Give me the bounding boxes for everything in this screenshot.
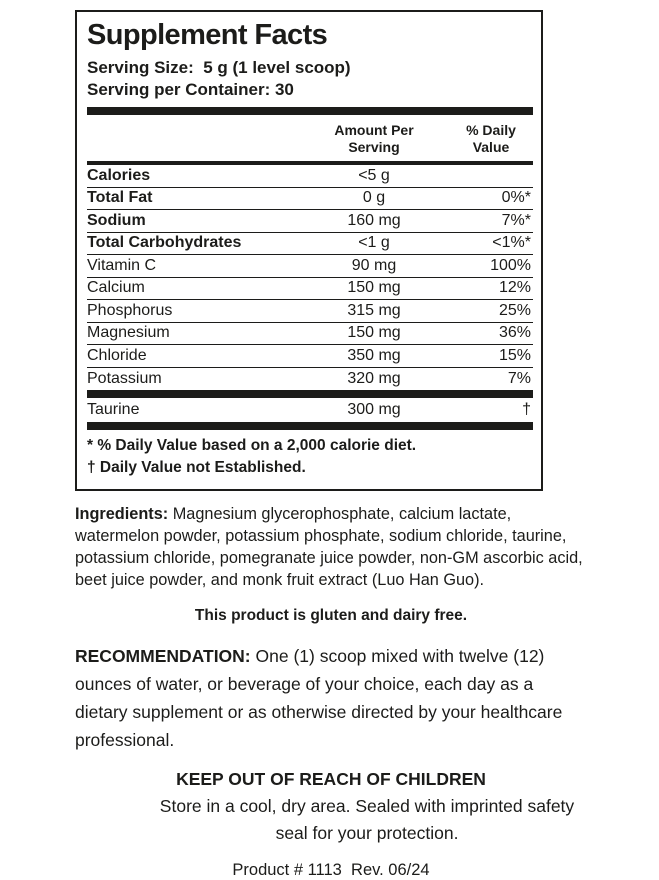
table-row-vitamin-c [87, 255, 533, 278]
nutrient-amount: 350 mg [347, 346, 401, 364]
recommendation-paragraph [75, 642, 589, 754]
nutrient-dv: 100% [490, 256, 531, 274]
nutrient-amount: 160 mg [347, 211, 401, 229]
table-row-phosphorus [87, 300, 533, 323]
divider-thick-bottom [87, 422, 533, 430]
nutrient-name: Potassium [87, 369, 162, 387]
column-header-amount-line1: Amount Per [334, 122, 414, 138]
serving-size: Serving Size: 5 g (1 level scoop) [87, 58, 351, 77]
ingredients-text: Magnesium glycerophosphate, calcium lactate, watermelon powder, potassium phosphate, sodium chloride, taurine, potassium chloride, pomegranate juice powder, non-GM ascorbic acid, beet juice powder, and monk fruit extract (Luo Han Guo). [75, 505, 583, 589]
ingredients-paragraph [75, 503, 587, 591]
nutrient-name: Taurine [87, 401, 140, 418]
column-header-dv-line1: % Daily [466, 122, 516, 138]
recommendation-text: One (1) scoop mixed with twelve (12) ounces of water, or beverage of your choice, each day as a dietary supplement or as otherwise directed by your healthcare professional. [75, 646, 563, 750]
nutrient-dv: 7%* [501, 211, 531, 229]
nutrient-dv: 0%* [501, 189, 531, 207]
nutrient-name: Vitamin C [87, 256, 157, 274]
nutrient-name: Magnesium [87, 324, 170, 342]
table-row-total-fat [87, 188, 533, 211]
footnote-daily-value: * % Daily Value based on a 2,000 calorie diet. [87, 437, 417, 454]
nutrient-dv: <1%* [492, 234, 531, 252]
nutrient-amount: 0 g [362, 189, 386, 207]
nutrient-amount: 90 mg [351, 256, 397, 274]
nutrient-name: Phosphorus [87, 301, 173, 319]
column-headers [87, 115, 533, 161]
panel-title: Supplement Facts [87, 19, 328, 51]
storage-instructions: Store in a cool, dry area. Sealed with imprinted safety seal for your protection. [159, 796, 575, 843]
nutrient-dv-dagger: † [522, 401, 531, 418]
column-header-dv [449, 122, 533, 156]
table-row-potassium [87, 368, 533, 391]
table-row-calories [87, 165, 533, 188]
supplement-facts-panel [75, 10, 543, 491]
nutrient-amount: 300 mg [347, 401, 401, 418]
nutrient-name: Calcium [87, 279, 145, 297]
recommendation-label: RECOMMENDATION: [75, 646, 251, 666]
keep-out-of-reach-warning: KEEP OUT OF REACH OF CHILDREN [176, 769, 486, 789]
column-header-spacer [87, 122, 299, 156]
nutrient-dv: 36% [498, 324, 531, 342]
servings-per-container: Serving per Container: 30 [87, 80, 294, 99]
table-row-chloride [87, 345, 533, 368]
nutrient-amount: 150 mg [347, 324, 401, 342]
table-row-sodium [87, 210, 533, 233]
divider-thick-top [87, 107, 533, 115]
nutrient-name: Sodium [87, 211, 146, 229]
column-header-amount [299, 122, 449, 156]
column-header-dv-line2: Value [472, 139, 510, 155]
divider-thick-middle [87, 390, 533, 398]
nutrient-amount: 315 mg [347, 301, 401, 319]
table-row-taurine [87, 398, 533, 422]
table-row-total-carbohydrates [87, 233, 533, 256]
nutrient-dv: 12% [498, 279, 531, 297]
footnote-dagger: † Daily Value not Established. [87, 459, 306, 476]
table-row-calcium [87, 278, 533, 301]
nutrient-dv: 7% [507, 369, 531, 387]
nutrient-name: Total Fat [87, 189, 153, 207]
gluten-dairy-free-statement: This product is gluten and dairy free. [194, 607, 468, 624]
nutrient-table [87, 165, 533, 390]
nutrient-name: Total Carbohydrates [87, 234, 242, 252]
nutrient-dv: 15% [498, 346, 531, 364]
ingredients-label: Ingredients: [75, 505, 169, 523]
nutrient-amount: <1 g [358, 234, 390, 252]
footnotes [87, 430, 533, 481]
product-number-revision: Product # 1113 Rev. 06/24 [232, 861, 430, 879]
nutrient-amount: 150 mg [347, 279, 401, 297]
nutrient-name: Calories [87, 166, 151, 184]
column-header-amount-line2: Serving [348, 139, 400, 155]
nutrient-amount: <5 g [358, 166, 390, 184]
nutrient-name: Chloride [87, 346, 147, 364]
nutrient-amount: 320 mg [347, 369, 401, 387]
nutrient-dv: 25% [498, 301, 531, 319]
table-row-magnesium [87, 323, 533, 346]
